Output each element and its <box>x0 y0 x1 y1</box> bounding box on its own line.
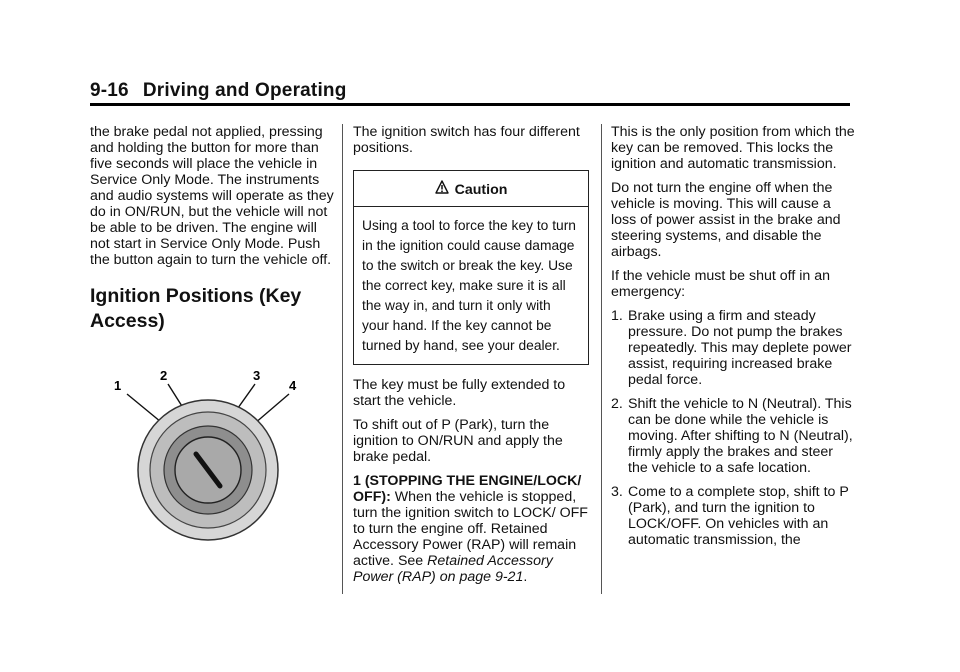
header-rule <box>90 103 850 106</box>
figure-label-4: 4 <box>289 378 297 393</box>
position-1-label: 1 (STOPPING THE ENGINE/LOCK/ OFF): <box>353 473 582 505</box>
ignition-switch-figure <box>100 362 310 547</box>
step-number: 1. <box>611 308 623 324</box>
ignition-positions-heading: Ignition Positions (Key Access) <box>90 285 302 332</box>
step-text: Come to a complete stop, shift to P (Park), and turn the ignition to LOCK/OFF. On vehicles with an automatic transmission, the <box>628 484 849 548</box>
list-item <box>611 396 856 476</box>
step-text: Brake using a firm and steady pressure. Do not pump the brakes repeatedly. This may deplete power assist, requiring increased brake pedal force. <box>628 308 852 388</box>
list-item <box>611 484 856 548</box>
column-divider-2 <box>601 124 602 594</box>
key-extended-paragraph: The key must be fully extended to start the vehicle. <box>353 377 566 409</box>
ignition-intro: The ignition switch has four different positions. <box>353 124 580 156</box>
figure-label-3: 3 <box>253 368 261 383</box>
warning-triangle-icon <box>435 180 449 195</box>
position-1-paragraph <box>353 473 593 585</box>
key-removal-paragraph: This is the only position from which the key can be removed. This locks the ignition and automatic transmission. <box>611 124 855 172</box>
rap-reference-link[interactable]: Retained Accessory Power (RAP) on page 9-21 <box>353 553 553 585</box>
caution-text: Using a tool to force the key to turn in the ignition could cause damage to the switch or break the key. Use the correct key, make sure it is all the way in, and turn it only with your hand. If the key cannot be turned by hand, see your dealer. <box>362 218 576 353</box>
column-divider-1 <box>342 124 343 594</box>
caution-box <box>353 170 589 365</box>
caution-header <box>354 171 588 207</box>
engine-off-warning-paragraph: Do not turn the engine off when the vehicle is moving. This will cause a loss of power assist in the brake and steering systems, and disable the airbags. <box>611 180 841 260</box>
figure-label-1: 1 <box>114 378 122 393</box>
column-3 <box>611 124 856 556</box>
step-number: 2. <box>611 396 623 412</box>
column-2 <box>353 124 593 593</box>
shift-park-paragraph: To shift out of P (Park), turn the ignition to ON/RUN and apply the brake pedal. <box>353 417 563 465</box>
emergency-intro: If the vehicle must be shut off in an emergency: <box>611 268 830 300</box>
caution-title: Caution <box>454 182 508 198</box>
page-number: 9-16 <box>90 80 129 101</box>
section-title: Driving and Operating <box>142 80 347 101</box>
list-item <box>611 308 856 388</box>
figure-label-2: 2 <box>160 368 168 383</box>
step-number: 3. <box>611 484 623 500</box>
step-text: Shift the vehicle to N (Neutral). This can be done while the vehicle is moving. After shifting to N (Neutral), firmly apply the brakes and steer the vehicle to a safe location. <box>628 396 853 476</box>
service-mode-paragraph: the brake pedal not applied, pressing and holding the button for more than five seconds will place the vehicle in Service Only Mode. The instruments and audio systems will operate as they do in ON/RUN, but the vehicle will not be able to be driven. The engine will not start in Service Only Mode. Push the button again to turn the vehicle off. <box>90 124 334 268</box>
position-1-text: When the vehicle is stopped, turn the ignition switch to LOCK/ OFF to turn the engine off. Retained Accessory Power (RAP) will remain active. See <box>353 489 588 569</box>
page-header <box>90 80 347 102</box>
position-1-end: . <box>523 569 528 585</box>
column-1 <box>90 124 335 334</box>
emergency-steps-list <box>611 308 856 548</box>
